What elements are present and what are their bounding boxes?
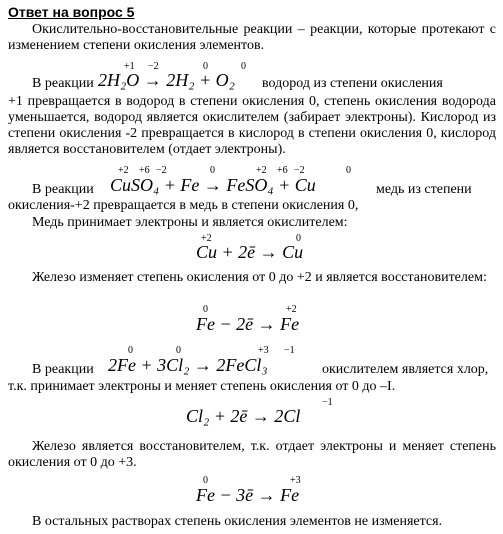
- arrow: →: [251, 406, 270, 426]
- ox-state-o0: 0: [241, 61, 246, 72]
- iron-reducer-text-2: Железо является восстановителем, т.к. отдает электроны и меняет степень окисления от 0 до +3.: [8, 439, 496, 470]
- copper-oxidizer-text: Медь принимает электроны и является окислителем:: [32, 215, 348, 230]
- fe2-half-reaction: [196, 316, 299, 332]
- fe2-rhs: Fe: [280, 314, 300, 334]
- ox-state-o2: −2: [294, 165, 305, 176]
- ox-state-o: −2: [156, 165, 167, 176]
- cu-half-reaction: [196, 244, 303, 260]
- arrow: →: [203, 175, 222, 195]
- fe2-lhs: Fe − 2ē: [196, 314, 254, 334]
- ox-state-fe3-r: +3: [290, 475, 301, 486]
- ox-state-fe3-l: 0: [203, 475, 208, 486]
- cl-half-reaction: [186, 408, 300, 424]
- ox-state-o: −2: [148, 61, 159, 72]
- ox-state-h0: 0: [203, 61, 208, 72]
- ox-state-cu0: 0: [346, 165, 351, 176]
- cl-lhs: Cl₂ + 2ē: [186, 406, 248, 426]
- cl-rhs: 2Cl: [274, 406, 301, 426]
- arrow: →: [143, 70, 162, 90]
- reaction-1-text: водород из степени окисления: [262, 76, 443, 91]
- reaction-2-explanation: окисления-+2 превращается в медь в степени окисления 0,: [8, 198, 359, 213]
- iron-reducer-text: Железо изменяет степень окисления от 0 до +2 и является восстановителем:: [32, 270, 487, 285]
- cu-lhs: Cu + 2ē: [196, 242, 256, 262]
- water-lhs: 2H₂O: [98, 70, 140, 90]
- page-title: Ответ на вопрос 5: [8, 4, 135, 20]
- fecl-rhs: 2FeCl₃: [216, 355, 268, 375]
- ox-state-cl1: −1: [284, 345, 295, 356]
- ox-state-fe0: 0: [128, 345, 133, 356]
- arrow: →: [259, 242, 278, 262]
- ox-state-fe2: +2: [256, 165, 267, 176]
- ox-state-fe-l: 0: [203, 304, 208, 315]
- ox-state-cu: +2: [118, 165, 129, 176]
- fecl-lhs: 2Fe + 3Cl₂: [108, 355, 190, 375]
- ox-state-cl-r: −1: [322, 397, 333, 408]
- reaction-1-intro: В реакции: [32, 76, 94, 91]
- ox-state-fe3: +3: [258, 345, 269, 356]
- reaction-2-text: медь из степени: [376, 182, 472, 197]
- arrow: →: [257, 314, 276, 334]
- arrow: →: [257, 485, 276, 505]
- reaction-3-intro: В реакции: [32, 362, 94, 377]
- fe3-lhs: Fe − 3ē: [196, 485, 254, 505]
- ox-state-fe: 0: [210, 165, 215, 176]
- reaction-3-text: окислителем является хлор,: [322, 362, 489, 377]
- ox-state-s2: +6: [277, 165, 288, 176]
- cuso4-rhs: FeSO₄ + Cu: [226, 175, 316, 195]
- ox-state-cu-l: +2: [201, 233, 212, 244]
- reaction-1-explanation: +1 превращается в водород в степени окисления 0, степень окисления водорода уменьшается, водород является окислителем (забирает электроны). Кислород из степени окисления -2 превращается в кислород в степени окисления 0, кислород является восстановителем (отдает электроны).: [8, 94, 496, 157]
- ox-state-fe-r: +2: [286, 304, 297, 315]
- ox-state-cl0: 0: [176, 345, 181, 356]
- water-equation: [98, 72, 235, 88]
- arrow: →: [193, 355, 212, 375]
- conclusion-text: В остальных растворах степень окисления элементов не изменяется.: [32, 514, 443, 529]
- ox-state-h: +1: [124, 61, 135, 72]
- cuso4-lhs: CuSO₄ + Fe: [110, 175, 200, 195]
- fecl-equation: [108, 357, 268, 373]
- ox-state-s: +6: [139, 165, 150, 176]
- definition-paragraph: Окислительно-восстановительные реакции – реакции, которые протекают с изменением степени окисления элементов.: [8, 22, 496, 53]
- fe3-rhs: Fe: [280, 485, 300, 505]
- cu-rhs: Cu: [282, 242, 304, 262]
- fe3-half-reaction: [196, 487, 299, 503]
- reaction-2-intro: В реакции: [32, 182, 94, 197]
- water-rhs: 2H₂ + O₂: [166, 70, 235, 90]
- ox-state-cu-r: 0: [296, 233, 301, 244]
- reaction-3-explanation: т.к. принимает электроны и меняет степень окисления от 0 до –I.: [8, 379, 396, 394]
- cuso4-equation: [110, 177, 316, 193]
